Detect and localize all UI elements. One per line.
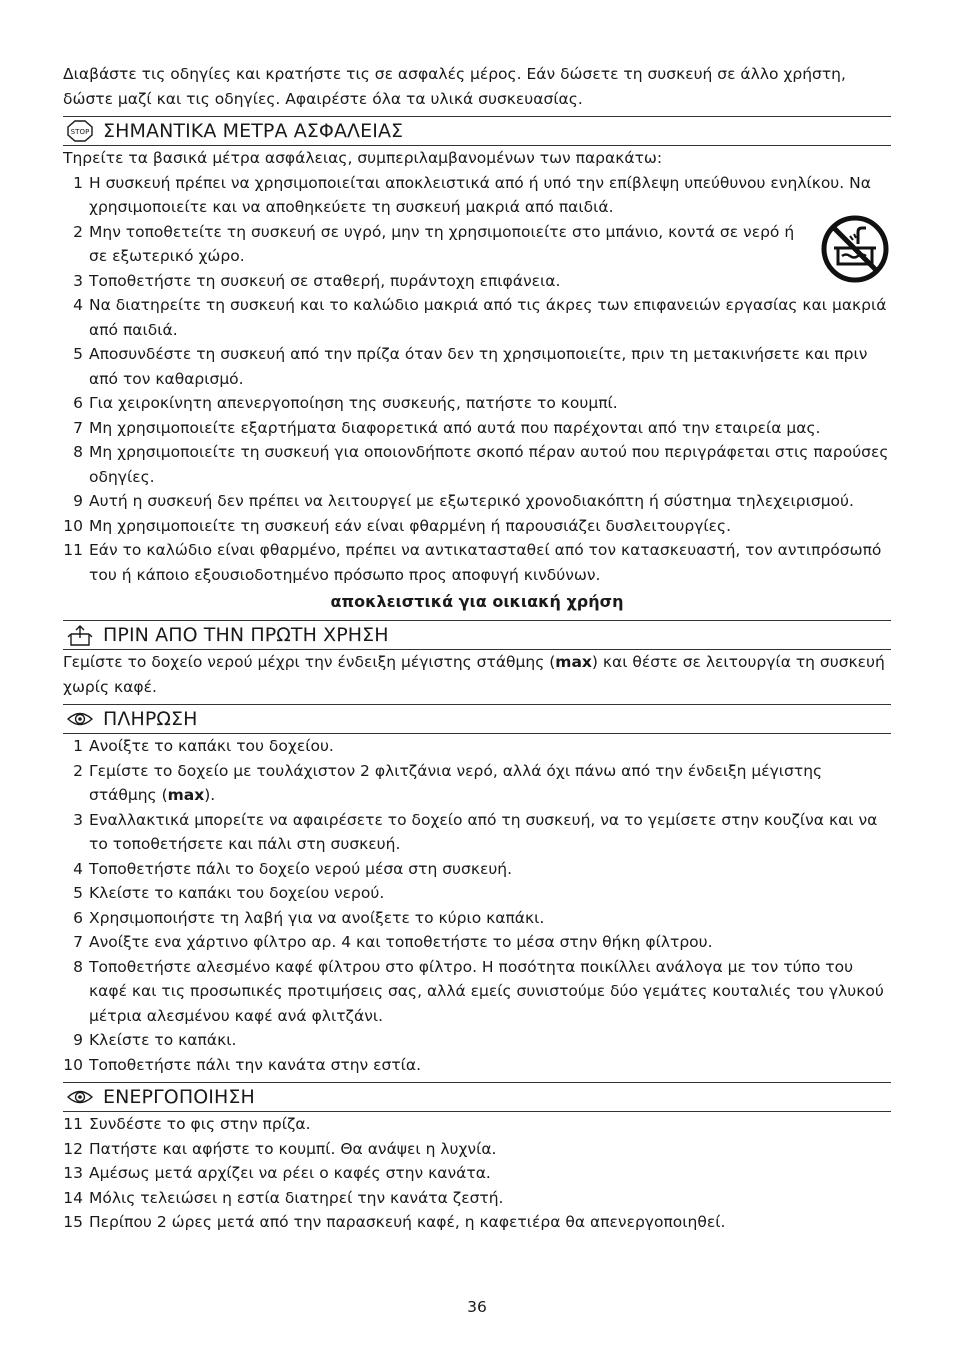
list-item bbox=[63, 489, 891, 514]
item-text-main: Η συσκευή πρέπει να χρησιμοποιείται αποκλειστικά από ή υπό την επίβλεψη υπεύθυνου ενηλίκου. Να χρησιμοποιείτε και να αποθηκεύετε τη συσκευή μακριά από παιδιά. bbox=[89, 173, 871, 216]
item-number: 1 bbox=[73, 737, 83, 755]
list-item bbox=[63, 1112, 891, 1137]
item-number: 7 bbox=[73, 933, 83, 951]
item-text bbox=[89, 1112, 891, 1137]
item-number: 11 bbox=[63, 1115, 83, 1133]
list-item bbox=[63, 171, 891, 220]
list-item bbox=[63, 808, 891, 857]
safety-lead: Τηρείτε τα βασικά μέτρα ασφάλειας, συμπεριλαμβανομένων των παρακάτω: bbox=[63, 149, 663, 167]
list-item bbox=[63, 930, 891, 955]
before-heading bbox=[63, 620, 891, 650]
list-item bbox=[63, 514, 891, 539]
operation-title: ΕΝΕΡΓΟΠΟΙΗΣΗ bbox=[103, 1086, 255, 1108]
item-number: 1 bbox=[73, 173, 83, 192]
item-text bbox=[89, 1161, 891, 1186]
before-text-a: Γεμίστε το δοχείο νερού μέχρι την ένδειξη μέγιστης στάθμης ( bbox=[63, 653, 556, 671]
item-number: 14 bbox=[63, 1188, 83, 1207]
item-number: 2 bbox=[73, 761, 83, 780]
item-number: 10 bbox=[63, 516, 83, 535]
item-number: 7 bbox=[73, 418, 83, 437]
item-number: 10 bbox=[63, 1055, 83, 1074]
before-text-b: ) και θέστε σε λειτουργία τη συσκευή χωρίς καφέ. bbox=[63, 653, 885, 696]
item-text bbox=[89, 881, 891, 906]
list-item bbox=[63, 955, 891, 1029]
list-item bbox=[63, 440, 891, 489]
eye-icon bbox=[65, 1086, 95, 1108]
item-number: 3 bbox=[73, 810, 83, 829]
before-text bbox=[63, 650, 891, 699]
item-text bbox=[89, 930, 891, 955]
filling-heading bbox=[63, 704, 891, 734]
unpack-box-icon bbox=[65, 624, 95, 646]
item-number: 9 bbox=[73, 1031, 83, 1049]
eye-icon bbox=[65, 708, 95, 730]
item-number: 12 bbox=[63, 1139, 83, 1158]
item-text bbox=[89, 416, 891, 441]
list-item bbox=[63, 881, 891, 906]
domestic-use-notice: αποκλειστικά για οικιακή χρήση bbox=[330, 592, 624, 611]
item-number: 8 bbox=[73, 443, 83, 461]
item-text-main: Πατήστε και αφήστε το κουμπί. Θα ανάψει η λυχνία. bbox=[89, 1139, 497, 1158]
list-item bbox=[63, 759, 891, 808]
item-text-main: Μόλις τελειώσει η εστία διατηρεί την κανάτα ζεστή. bbox=[89, 1188, 504, 1207]
list-item bbox=[63, 342, 891, 391]
stop-icon-text: STOP bbox=[70, 128, 90, 136]
safety-list bbox=[63, 171, 891, 588]
item-text-main: Τοποθετήστε πάλι την κανάτα στην εστία. bbox=[89, 1055, 422, 1074]
item-number: 5 bbox=[73, 345, 83, 363]
item-text-main: Κλείστε το καπάκι του δοχείου νερού. bbox=[89, 884, 385, 902]
before-text-bold: max bbox=[555, 653, 592, 671]
list-item bbox=[63, 1028, 891, 1053]
item-text-main: Μη χρησιμοποιείτε τη συσκευή εάν είναι φθαρμένη ή παρουσιάζει δυσλειτουργίες. bbox=[89, 516, 732, 535]
item-text-main: Τοποθετήστε τη συσκευή σε σταθερή, πυράντοχη επιφάνεια. bbox=[89, 271, 561, 290]
item-text bbox=[89, 1053, 891, 1078]
filling-title: ΠΛΗΡΩΣΗ bbox=[103, 708, 198, 730]
item-text-main: Εάν το καλώδιο είναι φθαρμένο, πρέπει να αντικατασταθεί από τον κατασκευαστή, τον αντιπρόσωπό του ή κάποιο εξουσιοδοτημένο πρόσωπο προς αποφυγή κινδύνων. bbox=[89, 541, 882, 584]
list-item bbox=[63, 857, 891, 882]
item-number: 6 bbox=[73, 394, 83, 412]
stop-icon bbox=[65, 120, 95, 142]
item-text-main: Μη χρησιμοποιείτε εξαρτήματα διαφορετικά από αυτά που παρέχονται από την εταιρεία μας. bbox=[89, 418, 821, 437]
item-number: 5 bbox=[73, 884, 83, 902]
item-text-main: Να διατηρείτε τη συσκευή και το καλώδιο μακριά από τις άκρες των επιφανειών εργασίας και μακριά από παιδιά. bbox=[89, 296, 887, 339]
item-text-main: Περίπου 2 ώρες μετά από την παρασκευή καφέ, η καφετιέρα θα απενεργοποιηθεί. bbox=[89, 1213, 726, 1231]
operation-list bbox=[63, 1112, 891, 1235]
item-text bbox=[89, 171, 891, 220]
item-text-main: Αυτή η συσκευή δεν πρέπει να λειτουργεί με εξωτερικό χρονοδιακόπτη ή σύστημα τηλεχειρισμού. bbox=[89, 492, 854, 510]
item-number: 11 bbox=[63, 541, 83, 559]
list-item bbox=[63, 538, 891, 587]
list-item bbox=[63, 220, 891, 269]
item-text-after: ). bbox=[204, 786, 216, 804]
item-text bbox=[89, 342, 891, 391]
item-number: 4 bbox=[73, 859, 83, 878]
item-number: 6 bbox=[73, 908, 83, 927]
filling-list bbox=[63, 734, 891, 1077]
list-item bbox=[63, 391, 891, 416]
list-item bbox=[63, 269, 891, 294]
item-text-main: Χρησιμοποιήστε τη λαβή για να ανοίξετε το κύριο καπάκι. bbox=[89, 908, 545, 927]
item-text-main: Ανοίξτε ενα χάρτινο φίλτρο αρ. 4 και τοποθετήστε το μέσα στην θήκη φίλτρου. bbox=[89, 933, 713, 951]
item-text bbox=[89, 514, 891, 539]
item-text bbox=[89, 955, 891, 1029]
item-text-bold: max bbox=[167, 786, 205, 804]
item-text-main: Κλείστε το καπάκι. bbox=[89, 1031, 237, 1049]
item-text-main: Τοποθετήστε αλεσμένο καφέ φίλτρου στο φίλτρο. Η ποσότητα ποικίλλει ανάλογα με τον τύπο του καφέ και τις προσωπικές προτιμήσεις σας, αλλά εμείς συνιστούμε δύο γεμάτες κουταλιές του γλυκού μέτρια αλεσμένου καφέ ανά φλιτζάνι. bbox=[89, 957, 884, 1025]
operation-heading bbox=[63, 1082, 891, 1112]
item-text-main: Μην τοποθετείτε τη συσκευή σε υγρό, μην τη χρησιμοποιείτε στο μπάνιο, κοντά σε νερό ή σε εξωτερικό χώρο. bbox=[89, 222, 795, 265]
item-text-main: Μη χρησιμοποιείτε τη συσκευή για οποιονδήποτε σκοπό πέραν αυτού που περιγράφεται στις παρούσες οδηγίες. bbox=[89, 443, 889, 486]
safety-heading bbox=[63, 116, 891, 146]
item-text bbox=[89, 489, 891, 514]
list-item bbox=[63, 293, 891, 342]
item-number: 4 bbox=[73, 296, 83, 314]
item-text bbox=[89, 1028, 891, 1053]
item-text bbox=[89, 538, 891, 587]
item-text-main: Ανοίξτε το καπάκι του δοχείου. bbox=[89, 737, 334, 755]
before-title: ΠΡΙΝ ΑΠΟ ΤΗΝ ΠΡΩΤΗ ΧΡΗΣΗ bbox=[103, 624, 389, 646]
item-number: 3 bbox=[73, 271, 83, 290]
item-number: 2 bbox=[73, 222, 83, 241]
list-item bbox=[63, 906, 891, 931]
item-text bbox=[89, 1186, 891, 1211]
list-item bbox=[63, 416, 891, 441]
item-text bbox=[89, 857, 891, 882]
item-text-main: Αποσυνδέστε τη συσκευή από την πρίζα όταν δεν τη χρησιμοποιείτε, πριν τη μετακινήσετε και πριν από τον καθαρισμό. bbox=[89, 345, 868, 388]
item-text bbox=[89, 1210, 891, 1235]
safety-title: ΣΗΜΑΝΤΙΚΑ ΜΕΤΡΑ ΑΣΦΑΛΕΙΑΣ bbox=[103, 120, 404, 142]
item-text-main: Συνδέστε το φις στην πρίζα. bbox=[89, 1115, 311, 1133]
list-item bbox=[63, 1161, 891, 1186]
item-text bbox=[89, 220, 801, 269]
list-item bbox=[63, 1137, 891, 1162]
item-text-main: Για χειροκίνητη απενεργοποίηση της συσκευής, πατήστε το κουμπί. bbox=[89, 394, 618, 412]
intro-text: Διαβάστε τις οδηγίες και κρατήστε τις σε ασφαλές μέρος. Εάν δώσετε τη συσκευή σε άλλο χρήστη, δώστε μαζί και τις οδηγίες. Αφαιρέστε όλα τα υλικά συσκευασίας. bbox=[63, 65, 846, 108]
item-text-main: Αμέσως μετά αρχίζει να ρέει ο καφές στην κανάτα. bbox=[89, 1164, 491, 1182]
item-text bbox=[89, 734, 891, 759]
list-item bbox=[63, 734, 891, 759]
manual-page bbox=[63, 62, 891, 1235]
item-number: 15 bbox=[63, 1213, 83, 1231]
no-water-bath-icon bbox=[820, 214, 890, 288]
item-number: 9 bbox=[73, 492, 83, 510]
item-text-main: Εναλλακτικά μπορείτε να αφαιρέσετε το δοχείο από τη συσκευή, να το γεμίσετε στην κουζίνα και να το τοποθετήσετε και πάλι στη συσκευή. bbox=[89, 810, 878, 853]
page-number: 36 bbox=[467, 1298, 487, 1316]
item-text bbox=[89, 906, 891, 931]
item-text bbox=[89, 440, 891, 489]
item-text-main: Γεμίστε το δοχείο με τουλάχιστον 2 φλιτζάνια νερό, αλλά όχι πάνω από την ένδειξη μέγιστης στάθμης ( bbox=[89, 761, 823, 804]
item-text bbox=[89, 293, 891, 342]
list-item bbox=[63, 1053, 891, 1078]
item-text bbox=[89, 391, 891, 416]
item-number: 8 bbox=[73, 957, 83, 976]
item-text bbox=[89, 759, 891, 808]
list-item bbox=[63, 1210, 891, 1235]
item-text bbox=[89, 808, 891, 857]
item-number: 13 bbox=[63, 1164, 83, 1182]
item-text-main: Τοποθετήστε πάλι το δοχείο νερού μέσα στη συσκευή. bbox=[89, 859, 513, 878]
item-text bbox=[89, 1137, 891, 1162]
item-text bbox=[89, 269, 891, 294]
list-item bbox=[63, 1186, 891, 1211]
